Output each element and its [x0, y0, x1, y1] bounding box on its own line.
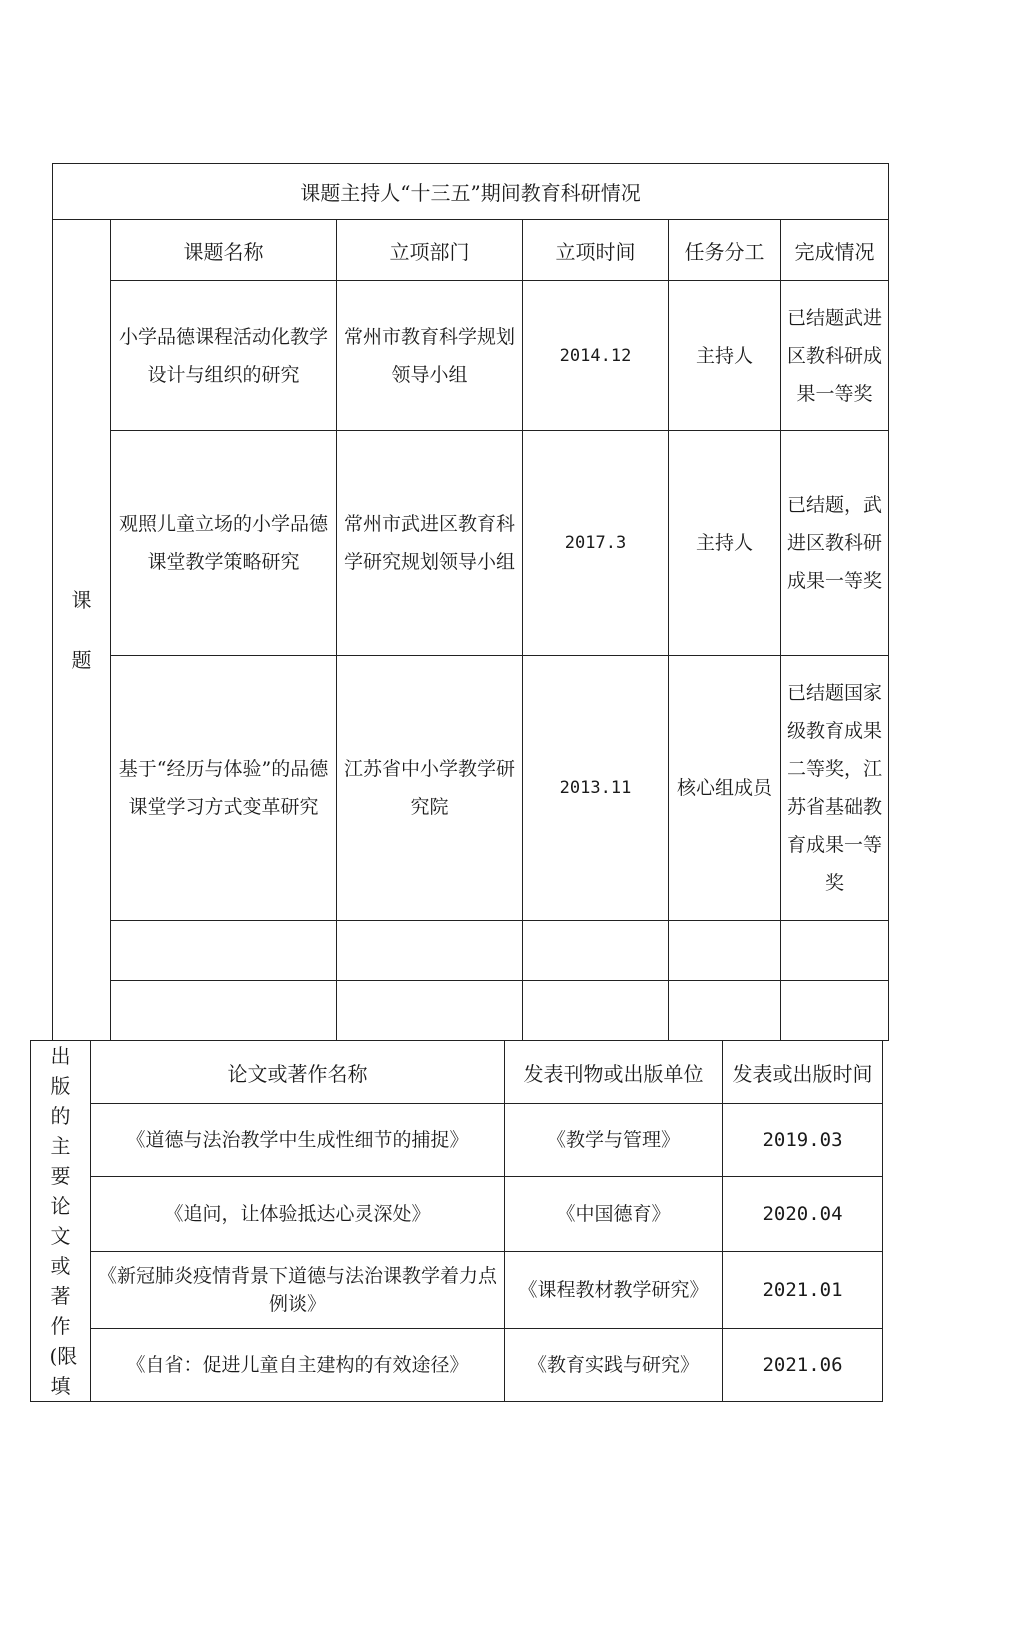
form-title: 课题主持人“十三五”期间教育科研情况: [53, 164, 889, 220]
paper-publisher: 《教学与管理》: [505, 1104, 723, 1177]
empty-row: [53, 921, 889, 981]
header-role: 任务分工: [669, 220, 781, 281]
project-status: 已结题武进区教科研成果一等奖: [781, 281, 889, 431]
header-publish-date: 发表或出版时间: [723, 1041, 883, 1104]
project-department: 常州市武进区教育科学研究规划领导小组: [337, 431, 523, 656]
table-row: [53, 656, 889, 921]
paper-name: 《追问，让体验抵达心灵深处》: [91, 1176, 505, 1251]
table-row: [53, 431, 889, 656]
table-row: [31, 1176, 883, 1251]
table-row: [31, 1251, 883, 1329]
paper-date: 2021.01: [723, 1251, 883, 1329]
project-department: 常州市教育科学规划领导小组: [337, 281, 523, 431]
project-department: 江苏省中小学教学研究院: [337, 656, 523, 921]
papers-table: [30, 1040, 883, 1402]
table-row: [31, 1104, 883, 1177]
project-date: 2017.3: [523, 431, 669, 656]
header-status: 完成情况: [781, 220, 889, 281]
paper-name: 《新冠肺炎疫情背景下道德与法治课教学着力点例谈》: [91, 1251, 505, 1329]
papers-form: [30, 1040, 882, 1402]
papers-section-label: 出版的主要论文或著作(限填: [31, 1041, 91, 1402]
project-role: 主持人: [669, 281, 781, 431]
header-publisher: 发表刊物或出版单位: [505, 1041, 723, 1104]
paper-name: 《自省：促进儿童自主建构的有效途径》: [91, 1329, 505, 1402]
project-date: 2013.11: [523, 656, 669, 921]
project-date: 2014.12: [523, 281, 669, 431]
project-role: 核心组成员: [669, 656, 781, 921]
header-project-name: 课题名称: [111, 220, 337, 281]
project-name: 观照儿童立场的小学品德课堂教学策略研究: [111, 431, 337, 656]
project-name: 基于“经历与体验”的品德课堂学习方式变革研究: [111, 656, 337, 921]
projects-section-label: 课题: [53, 220, 111, 1041]
project-role: 主持人: [669, 431, 781, 656]
header-department: 立项部门: [337, 220, 523, 281]
table-row: [31, 1329, 883, 1402]
project-status: 已结题，武进区教科研成果一等奖: [781, 431, 889, 656]
papers-header-row: [31, 1041, 883, 1104]
paper-publisher: 《教育实践与研究》: [505, 1329, 723, 1402]
header-approval-date: 立项时间: [523, 220, 669, 281]
header-paper-name: 论文或著作名称: [91, 1041, 505, 1104]
projects-table: [52, 163, 889, 1041]
project-name: 小学品德课程活动化教学设计与组织的研究: [111, 281, 337, 431]
empty-row: [53, 981, 889, 1041]
paper-name: 《道德与法治教学中生成性细节的捕捉》: [91, 1104, 505, 1177]
paper-date: 2019.03: [723, 1104, 883, 1177]
projects-header-row: [53, 220, 889, 281]
paper-date: 2021.06: [723, 1329, 883, 1402]
project-status: 已结题国家级教育成果二等奖，江苏省基础教育成果一等奖: [781, 656, 889, 921]
paper-date: 2020.04: [723, 1176, 883, 1251]
paper-publisher: 《中国德育》: [505, 1176, 723, 1251]
research-form: [52, 163, 888, 1041]
table-row: [53, 281, 889, 431]
paper-publisher: 《课程教材教学研究》: [505, 1251, 723, 1329]
